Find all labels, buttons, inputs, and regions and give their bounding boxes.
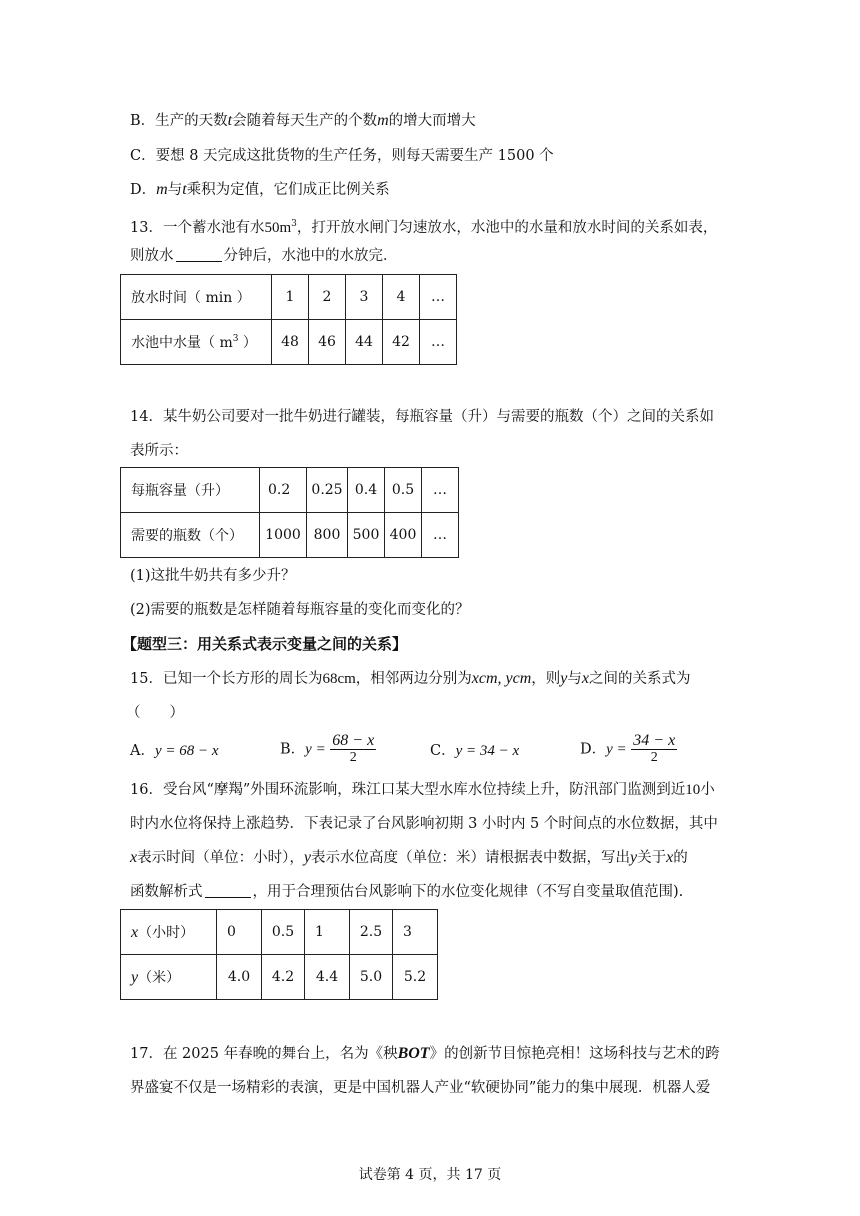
fraction: $\frac{34 - x}{2}$ [633, 732, 676, 765]
q16-stem-line3: x表示时间（单位：小时），y表示水位高度（单位：米）请根据表中数据，写出y关于x的 [130, 849, 688, 866]
q13-stem-line2: 则放水 分钟后，水池中的水放完． [130, 248, 398, 264]
q14-sub1: (1)这批牛奶共有多少升？ [130, 568, 296, 584]
q15-option-c: C．y = 34 − x [430, 743, 520, 759]
q12-option-c: C．要想 8 天完成这批货物的生产任务，则每天需要生产 1500 个 [130, 148, 554, 164]
answer-blank [205, 883, 251, 898]
table-row: 水池中水量（ $m^3$ ） 48 46 44 42 … [121, 320, 457, 365]
q16-table [120, 909, 438, 1000]
q17-stem-line1: 17．在 2025 年春晚的舞台上，名为《秧BOT》的创新节目惊艳亮相！这场科技与艺术的跨 [130, 1045, 720, 1062]
section-heading: 【题型三：用关系式表示变量之间的关系】 [122, 635, 408, 653]
q16-stem-line1: 16．受台风“摩羯”外围环流影响，珠江口某大型水库水位持续上升，防汛部门监测到近10小 [130, 782, 715, 798]
q14-sub2: (2)需要的瓶数是怎样随着每瓶容量的变化而变化的？ [130, 602, 470, 618]
q16-stem-line2: 时内水位将保持上涨趋势．下表记录了台风影响初期 3 小时内 5 个时间点的水位数据，其中 [130, 816, 718, 832]
q13-row2-label: 水池中水量（ $m^3$ ） [121, 320, 272, 365]
q16-stem-line4: 函数解析式 ，用于合理预估台风影响下的水位变化规律（不写自变量取值范围). [130, 884, 684, 900]
q14-table [120, 467, 459, 558]
fraction: $\frac{68 - x}{2}$ [332, 732, 375, 765]
q15-option-d: D．y = $\frac{34 - x}{2}$ [580, 732, 676, 765]
q15-stem-line1: 15．已知一个长方形的周长为68cm，相邻两边分别为xcm, ycm，则y与x之间的关系式为 [130, 670, 691, 687]
q15-answer-paren: （ ） [126, 705, 184, 721]
page-footer: 试卷第 4 页，共 17 页 [358, 1167, 502, 1183]
q14-stem-line2: 表所示： [130, 443, 188, 459]
q12-option-b: B．生产的天数t会随着每天生产的个数m的增大而增大 [130, 112, 476, 129]
q13-table [120, 274, 457, 365]
table-row: x（小时） 0 0.5 1 2.5 3 [121, 910, 438, 955]
q13-stem-line1: 13．一个蓄水池有水$50m^3$，打开放水闸门匀速放水，水池中的水量和放水时间的关系如表， [130, 219, 718, 236]
answer-blank [176, 247, 222, 262]
table-row: 每瓶容量（升） 0.2 0.25 0.4 0.5 … [121, 468, 459, 513]
q15-option-b: B．y = $\frac{68 - x}{2}$ [280, 732, 375, 765]
q15-option-a: A．y = 68 − x [130, 743, 219, 759]
q14-stem-line1: 14．某牛奶公司要对一批牛奶进行罐装，每瓶容量（升）与需要的瓶数（个）之间的关系如 [130, 409, 714, 425]
table-row: 放水时间（ min ） 1 2 3 4 … [121, 275, 457, 320]
q17-stem-line2: 界盛宴不仅是一场精彩的表演，更是中国机器人产业“软硬协同”能力的集中展现．机器人爱 [130, 1080, 711, 1096]
q12-option-d: D．m与t乘积为定值，它们成正比例关系 [130, 181, 390, 198]
table-row: y（米） 4.0 4.2 4.4 5.0 5.2 [121, 955, 438, 1000]
table-row: 需要的瓶数（个） 1000 800 500 400 … [121, 513, 459, 558]
